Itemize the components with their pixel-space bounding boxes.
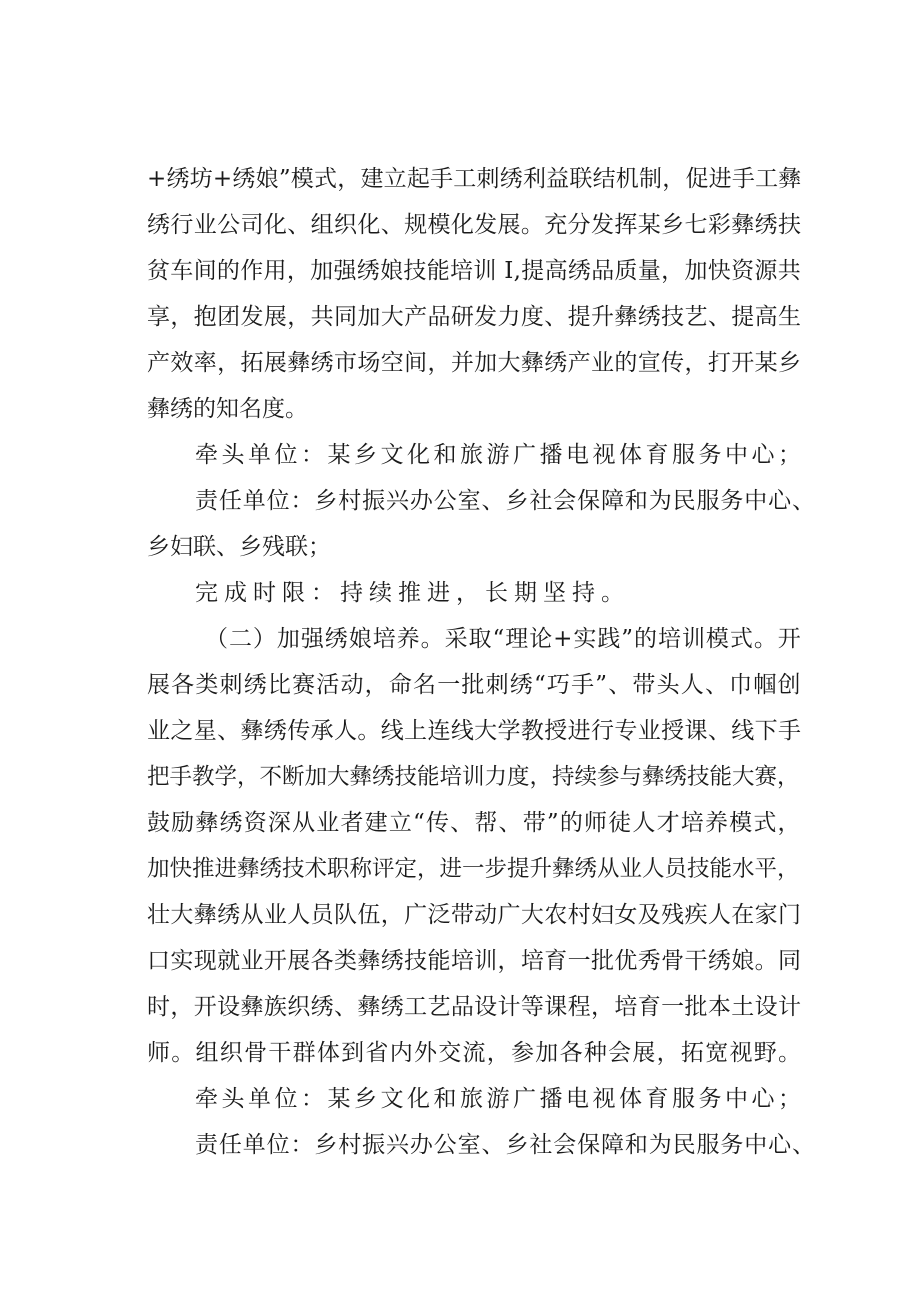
- text-line: 口实现就业开展各类彝绣技能培训，培育一批优秀骨干绣娘。同: [147, 948, 802, 974]
- text-line: 牵头单位：某乡文化和旅游广播电视体育服务中心；: [195, 442, 805, 468]
- text-line: 彝绣的知名度。: [147, 396, 308, 422]
- text-line: 时，开设彝族织绣、彝绣工艺品设计等课程，培育一批本土设计: [147, 994, 802, 1020]
- text-line: 绣行业公司化、组织化、规模化发展。充分发挥某乡七彩彝绣扶: [147, 212, 802, 238]
- text-line: 牵头单位：某乡文化和旅游广播电视体育服务中心；: [195, 1086, 805, 1112]
- text-line: 业之星、彝绣传承人。线上连线大学教授进行专业授课、线下手: [147, 718, 802, 744]
- text-line: 加快推进彝绣技术职称评定，进一步提升彝绣从业人员技能水平，: [147, 856, 800, 882]
- text-line: 完成时限：持续推进，长期坚持。: [195, 580, 630, 606]
- text-line: 把手教学，不断加大彝绣技能培训力度，持续参与彝绣技能大赛，: [147, 764, 800, 790]
- text-line: 责任单位：乡村振兴办公室、乡社会保障和为民服务中心、: [195, 488, 816, 514]
- text-line: 师。组织骨干群体到省内外交流，参加各种会展，拓宽视野。: [147, 1040, 803, 1066]
- text-line: +绣坊+绣娘”模式，建立起手工刺绣利益联结机制，促进手工彝: [147, 166, 802, 192]
- text-line: 产效率，拓展彝绣市场空间，并加大彝绣产业的宣传，打开某乡: [147, 350, 802, 376]
- text-line: 鼓励彝绣资深从业者建立“传、帮、带”的师徒人才培养模式，: [147, 810, 802, 836]
- text-line: 展各类刺绣比赛活动，命名一批刺绣“巧手”、带头人、巾帼创: [147, 672, 802, 698]
- section-heading-line: （二）加强绣娘培养。采取“理论+实践”的培训模式。开: [205, 626, 802, 652]
- text-line: 贫车间的作用，加强绣娘技能培训 I,提高绣品质量，加快资源共: [147, 258, 802, 284]
- text-line: 责任单位：乡村振兴办公室、乡社会保障和为民服务中心、: [195, 1132, 816, 1158]
- text-line: 乡妇联、乡残联；: [147, 534, 331, 560]
- text-line: 壮大彝绣从业人员队伍，广泛带动广大农村妇女及残疾人在家门: [147, 902, 802, 928]
- text-line: 享，抱团发展，共同加大产品研发力度、提升彝绣技艺、提高生: [147, 304, 802, 330]
